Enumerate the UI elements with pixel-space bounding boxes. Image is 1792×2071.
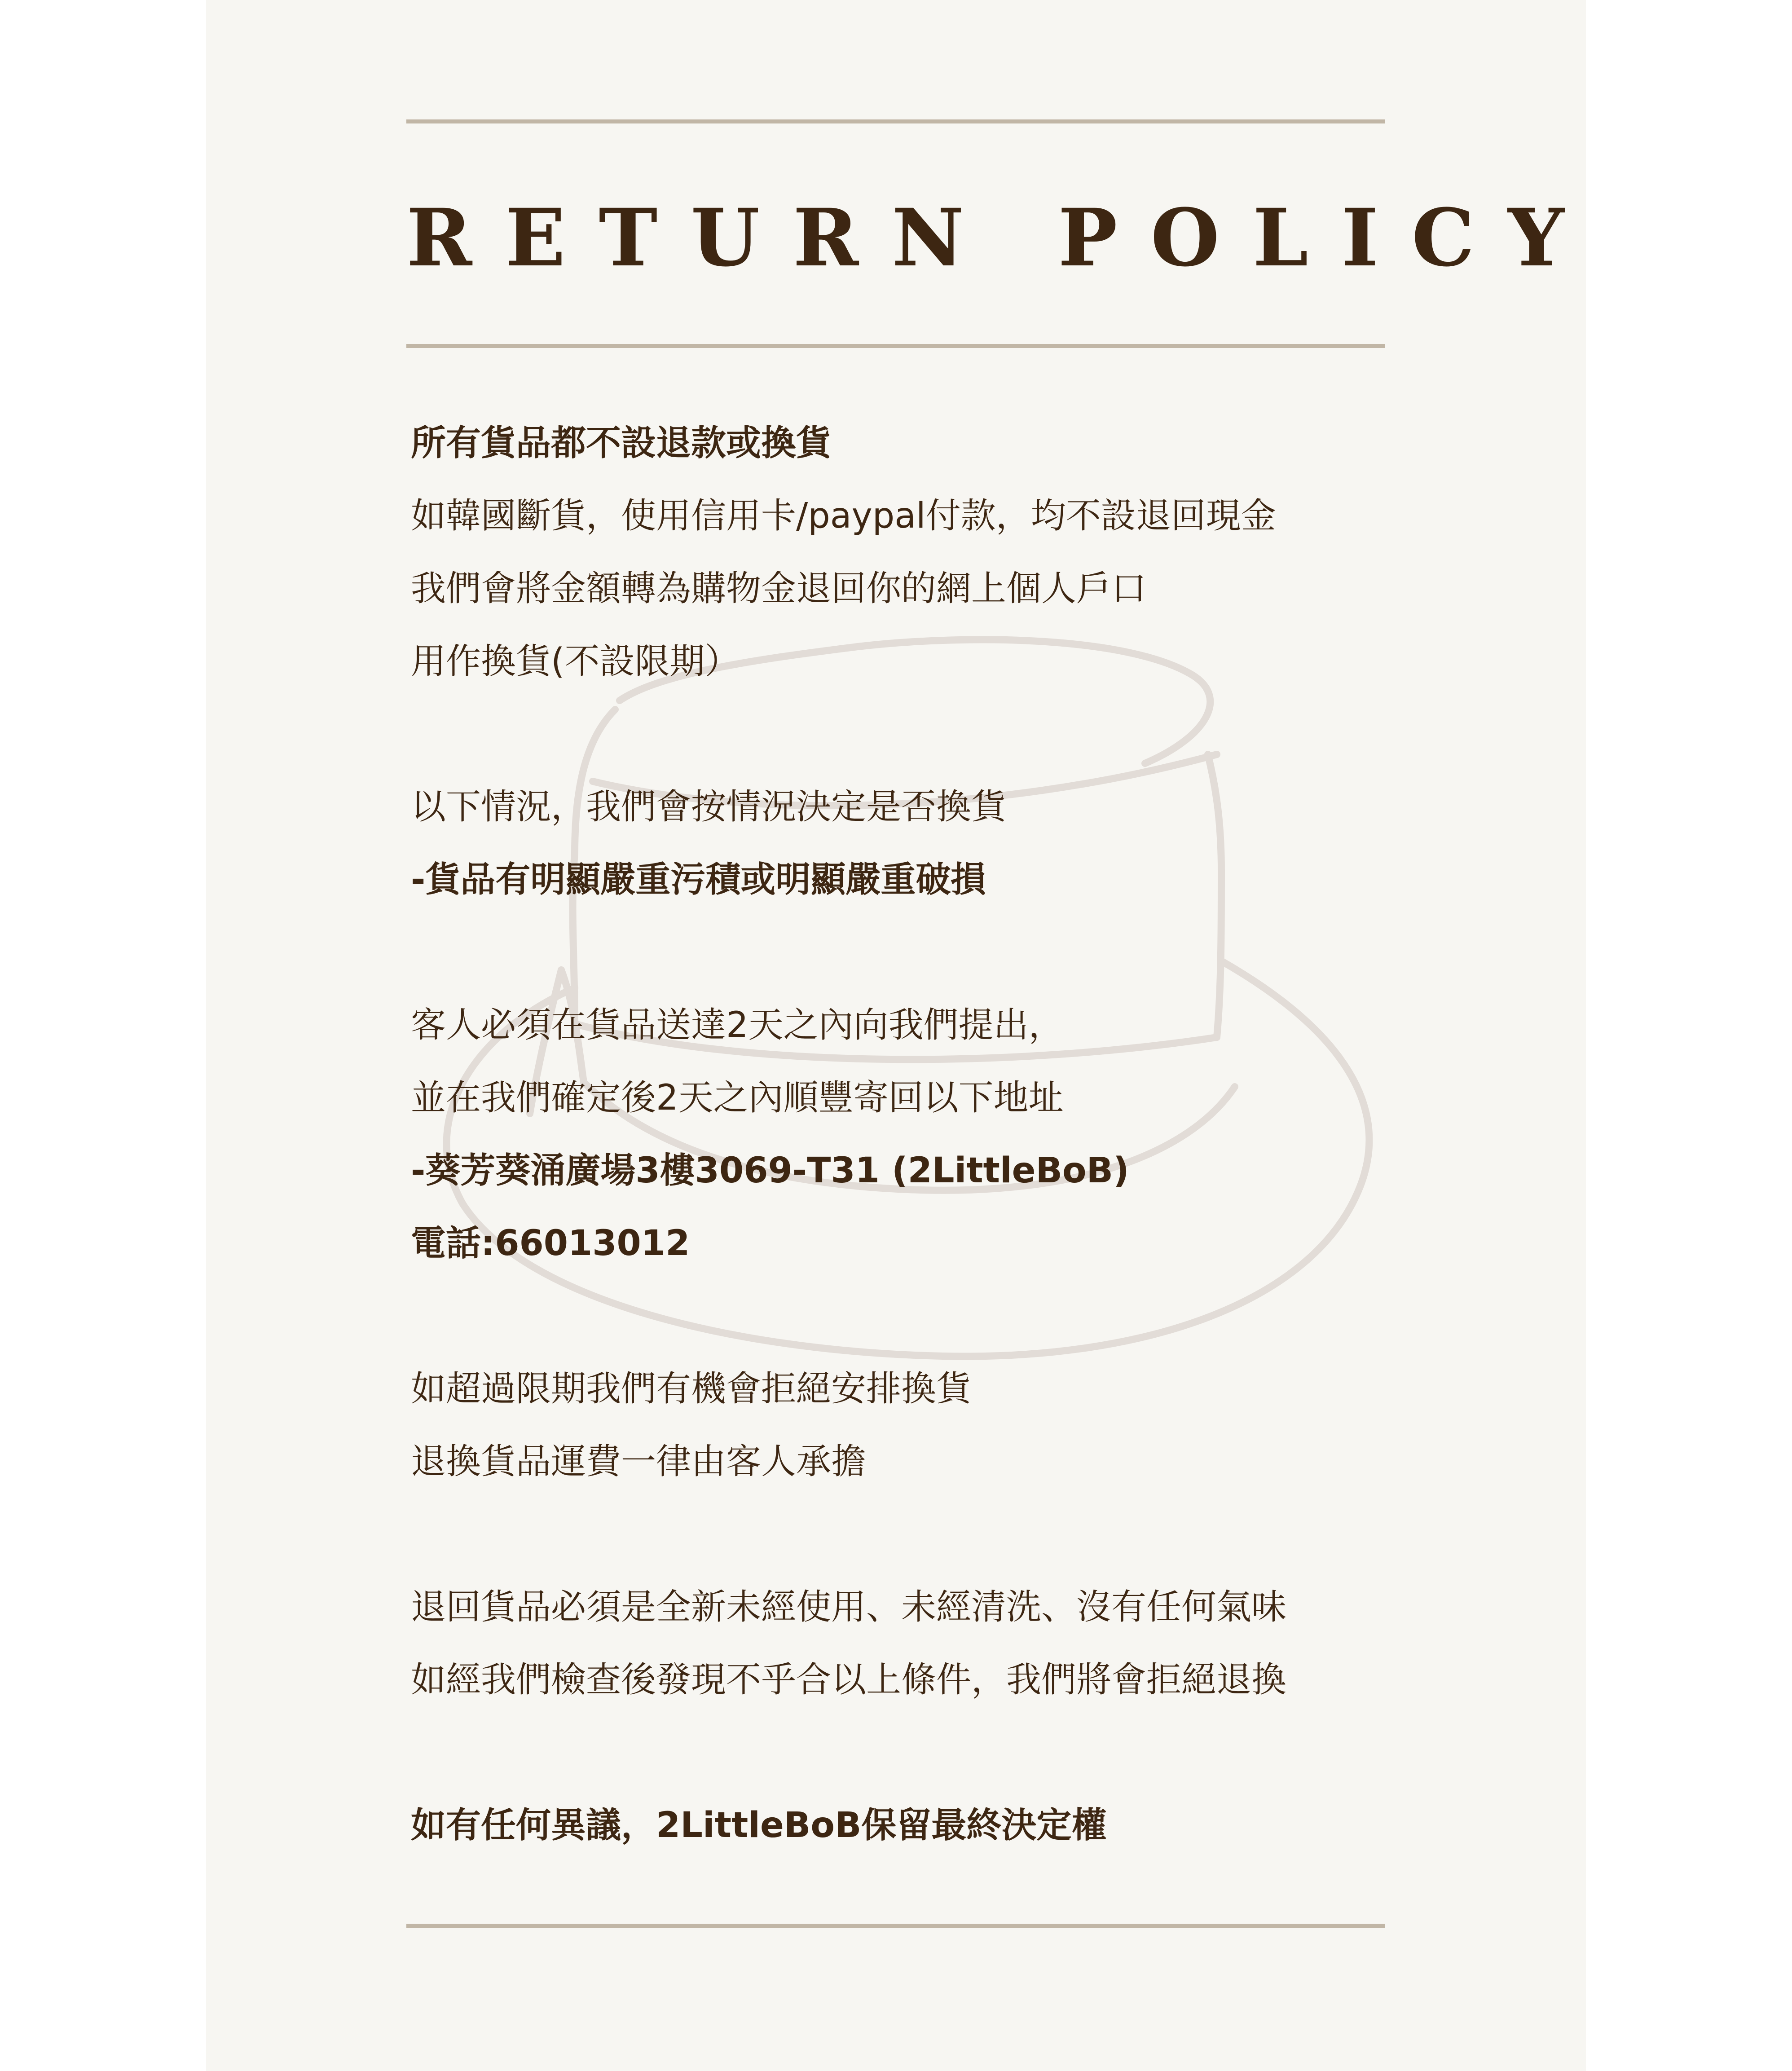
policy-line: 客人必須在貨品送達2天之內向我們提出， — [411, 1005, 1064, 1045]
policy-line: 以下情況，我們會按情況決定是否換貨 — [411, 787, 1007, 827]
policy-line: -貨品有明顯嚴重污積或明顯嚴重破損 — [411, 859, 986, 900]
address-line: -葵芳葵涌廣場3樓3069-T31 (2LittleBoB) — [411, 1150, 1129, 1191]
policy-line: 用作換貨(不設限期） — [411, 641, 740, 682]
policy-line: 退回貨品必須是全新未經使用、未經清洗、沒有任何氣味 — [411, 1587, 1287, 1627]
policy-line: 我們會將金額轉為購物金退回你的網上個人戶口 — [411, 568, 1147, 609]
policy-line: 退換貨品運費一律由客人承擔 — [411, 1441, 867, 1482]
title-divider — [406, 344, 1385, 348]
bottom-divider — [406, 1924, 1385, 1928]
policy-line: 所有貨品都不設退款或換貨 — [411, 423, 832, 463]
page-title: RETURN POLICY — [406, 191, 1598, 284]
policy-line: 如韓國斷貨，使用信用卡/paypal付款，均不設退回現金 — [411, 496, 1276, 536]
policy-line: 如有任何異議，2LittleBoB保留最終決定權 — [411, 1805, 1107, 1846]
policy-line: 並在我們確定後2天之內順豐寄回以下地址 — [411, 1078, 1064, 1118]
top-divider — [406, 119, 1385, 123]
policy-line: 如超過限期我們有機會拒絕安排換貨 — [411, 1369, 972, 1409]
policy-line: 如經我們檢查後發現不乎合以上條件，我們將會拒絕退換 — [411, 1660, 1287, 1700]
phone-line: 電話:66013012 — [411, 1223, 690, 1264]
